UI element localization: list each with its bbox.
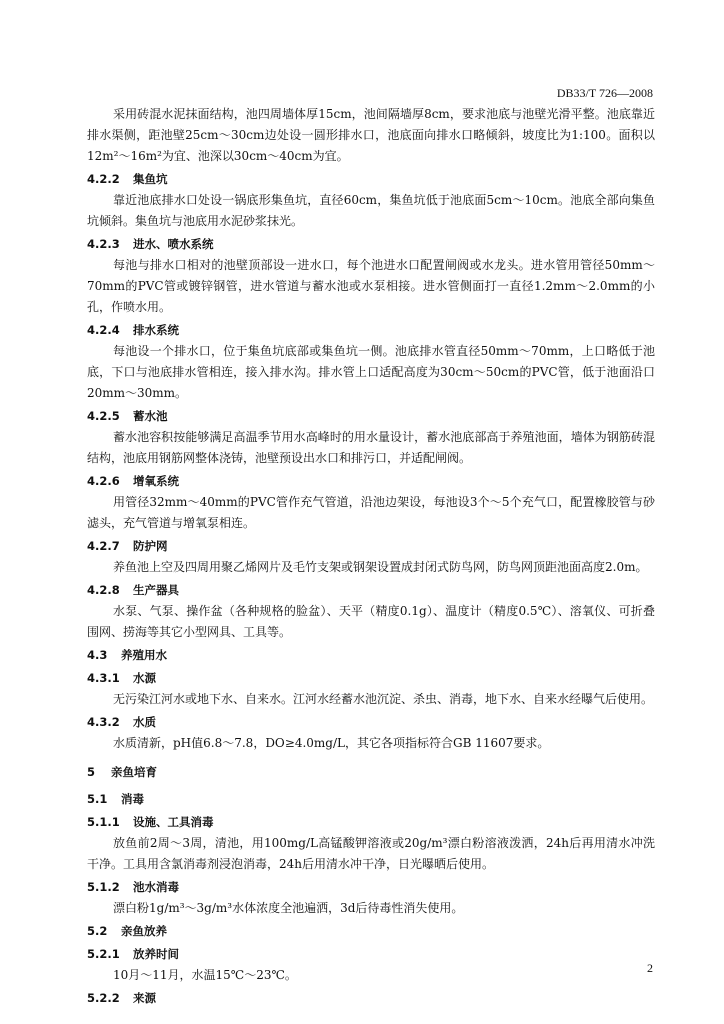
section-title: 防护网 bbox=[133, 539, 168, 553]
section-title: 集鱼坑 bbox=[133, 172, 168, 186]
section-title: 进水、喷水系统 bbox=[133, 237, 214, 251]
section-heading bbox=[87, 877, 655, 898]
section-number: 5 bbox=[87, 765, 96, 779]
section-title: 来源 bbox=[133, 991, 157, 1005]
paragraph: 10月～11月，水温15℃～23℃。 bbox=[113, 968, 297, 982]
section-title: 水源 bbox=[133, 671, 157, 685]
section-title: 养殖用水 bbox=[121, 648, 168, 662]
section-heading bbox=[87, 812, 655, 833]
section-heading bbox=[87, 712, 655, 733]
section-title: 水质 bbox=[133, 715, 157, 729]
section-title: 放养时间 bbox=[133, 947, 180, 961]
section-number: 4.2.2 bbox=[87, 172, 120, 186]
section-heading bbox=[87, 471, 655, 492]
section-heading bbox=[87, 944, 655, 965]
paragraph: 水泵、气泵、操作盆（各种规格的脸盆）、天平（精度0.1g）、温度计（精度0.5℃）、溶氧仪、可折叠围网、捞海等其它小型网具、工具等。 bbox=[87, 604, 655, 639]
section-number: 5.1 bbox=[87, 792, 108, 806]
section-title: 蓄水池 bbox=[133, 409, 168, 423]
section-number: 4.2.7 bbox=[87, 539, 120, 553]
paragraph: 用管径32mm～40mm的PVC管作充气管道，沿池边架设，每池设3个～5个充气口，配置橡胶管与砂滤头，充气管道与增氧泵相连。 bbox=[87, 495, 655, 530]
section-heading bbox=[87, 668, 655, 689]
section-number: 4.2.5 bbox=[87, 409, 120, 423]
paragraph: 每池与排水口相对的池壁顶部设一进水口，每个池进水口配置闸阀或水龙头。进水管用管径50mm～70mm的PVC管或镀锌钢管，进水管道与蓄水池或水泵相接。进水管侧面打一直径1.2mm～2.0mm的小孔，作喷水用。 bbox=[87, 258, 655, 314]
section-number: 4.2.4 bbox=[87, 323, 120, 337]
paragraph: 采用砖混水泥抹面结构，池四周墙体厚15cm，池间隔墙厚8cm，要求池底与池壁光滑平整。池底靠近排水渠侧，距池壁25cm～30cm边处设一圆形排水口，池底面向排水口略倾斜，坡度比为1:100。面积以12m²～16m²为宜、池深以30cm～40cm为宜。 bbox=[87, 107, 655, 163]
section-number: 4.2.8 bbox=[87, 583, 120, 597]
section-heading bbox=[87, 320, 655, 341]
section-title: 池水消毒 bbox=[133, 880, 180, 894]
section-number: 5.2 bbox=[87, 924, 108, 938]
section-heading bbox=[87, 580, 655, 601]
section-number: 5.2.1 bbox=[87, 947, 120, 961]
section-number: 4.3.1 bbox=[87, 671, 120, 685]
paragraph: 漂白粉1g/m³～3g/m³水体浓度全池遍洒，3d后待毒性消失使用。 bbox=[113, 901, 464, 915]
section-number: 5.1.2 bbox=[87, 880, 120, 894]
section-heading bbox=[87, 169, 655, 190]
section-heading bbox=[87, 536, 655, 557]
section-number: 4.2.6 bbox=[87, 474, 120, 488]
section-title: 消毒 bbox=[121, 792, 145, 806]
section-number: 4.2.3 bbox=[87, 237, 120, 251]
section-title: 设施、工具消毒 bbox=[133, 815, 214, 829]
paragraph: 靠近池底排水口处设一锅底形集鱼坑，直径60cm，集鱼坑低于池底面5cm～10cm。池底全部向集鱼坑倾斜。集鱼坑与池底用水泥砂浆抹光。 bbox=[87, 193, 655, 228]
section-heading bbox=[87, 921, 655, 942]
section-heading bbox=[87, 406, 655, 427]
paragraph: 放鱼前2周～3周，清池，用100mg/L高锰酸钾溶液或20g/m³漂白粉溶液泼洒，24h后再用清水冲洗干净。工具用含氯消毒剂浸泡消毒，24h后用清水冲干净，日光曝晒后使用。 bbox=[87, 836, 655, 871]
section-number: 4.3 bbox=[87, 648, 108, 662]
section-title: 生产器具 bbox=[133, 583, 180, 597]
paragraph: 每池设一个排水口，位于集鱼坑底部或集鱼坑一侧。池底排水管直径50mm～70mm，上口略低于池底，下口与池底排水管相连，接入排水沟。排水管上口适配高度为30cm～50cm的PVC管，低于池面沿口20mm～30mm。 bbox=[87, 344, 655, 400]
section-title: 亲鱼放养 bbox=[121, 924, 168, 938]
section-title: 亲鱼培育 bbox=[111, 765, 158, 779]
section-number: 5.2.2 bbox=[87, 991, 120, 1005]
section-title: 增氧系统 bbox=[133, 474, 180, 488]
section-number: 4.3.2 bbox=[87, 715, 120, 729]
section-heading bbox=[87, 789, 655, 810]
section-title: 排水系统 bbox=[133, 323, 180, 337]
page-number: 2 bbox=[647, 961, 653, 975]
section-heading bbox=[87, 234, 655, 255]
section-heading bbox=[87, 762, 655, 783]
section-heading bbox=[87, 645, 655, 666]
section-number: 5.1.1 bbox=[87, 815, 120, 829]
paragraph: 蓄水池容积按能够满足高温季节用水高峰时的用水量设计，蓄水池底部高于养殖池面，墙体为钢筋砖混结构，池底用钢筋网整体浇铸，池壁预设出水口和排污口，并适配闸阀。 bbox=[87, 430, 655, 465]
paragraph: 养鱼池上空及四周用聚乙烯网片及毛竹支架或钢架设置成封闭式防鸟网，防鸟网顶距池面高度2.0m。 bbox=[113, 560, 648, 574]
document-code: DB33/T 726—2008 bbox=[556, 86, 653, 100]
document-body bbox=[87, 104, 655, 1009]
paragraph: 无污染江河水或地下水、自来水。江河水经蓄水池沉淀、杀虫、消毒，地下水、自来水经曝气后使用。 bbox=[113, 692, 654, 706]
paragraph: 水质清新，pH值6.8～7.8，DO≥4.0mg/L，其它各项指标符合GB 11607要求。 bbox=[113, 736, 550, 750]
section-heading bbox=[87, 988, 655, 1009]
